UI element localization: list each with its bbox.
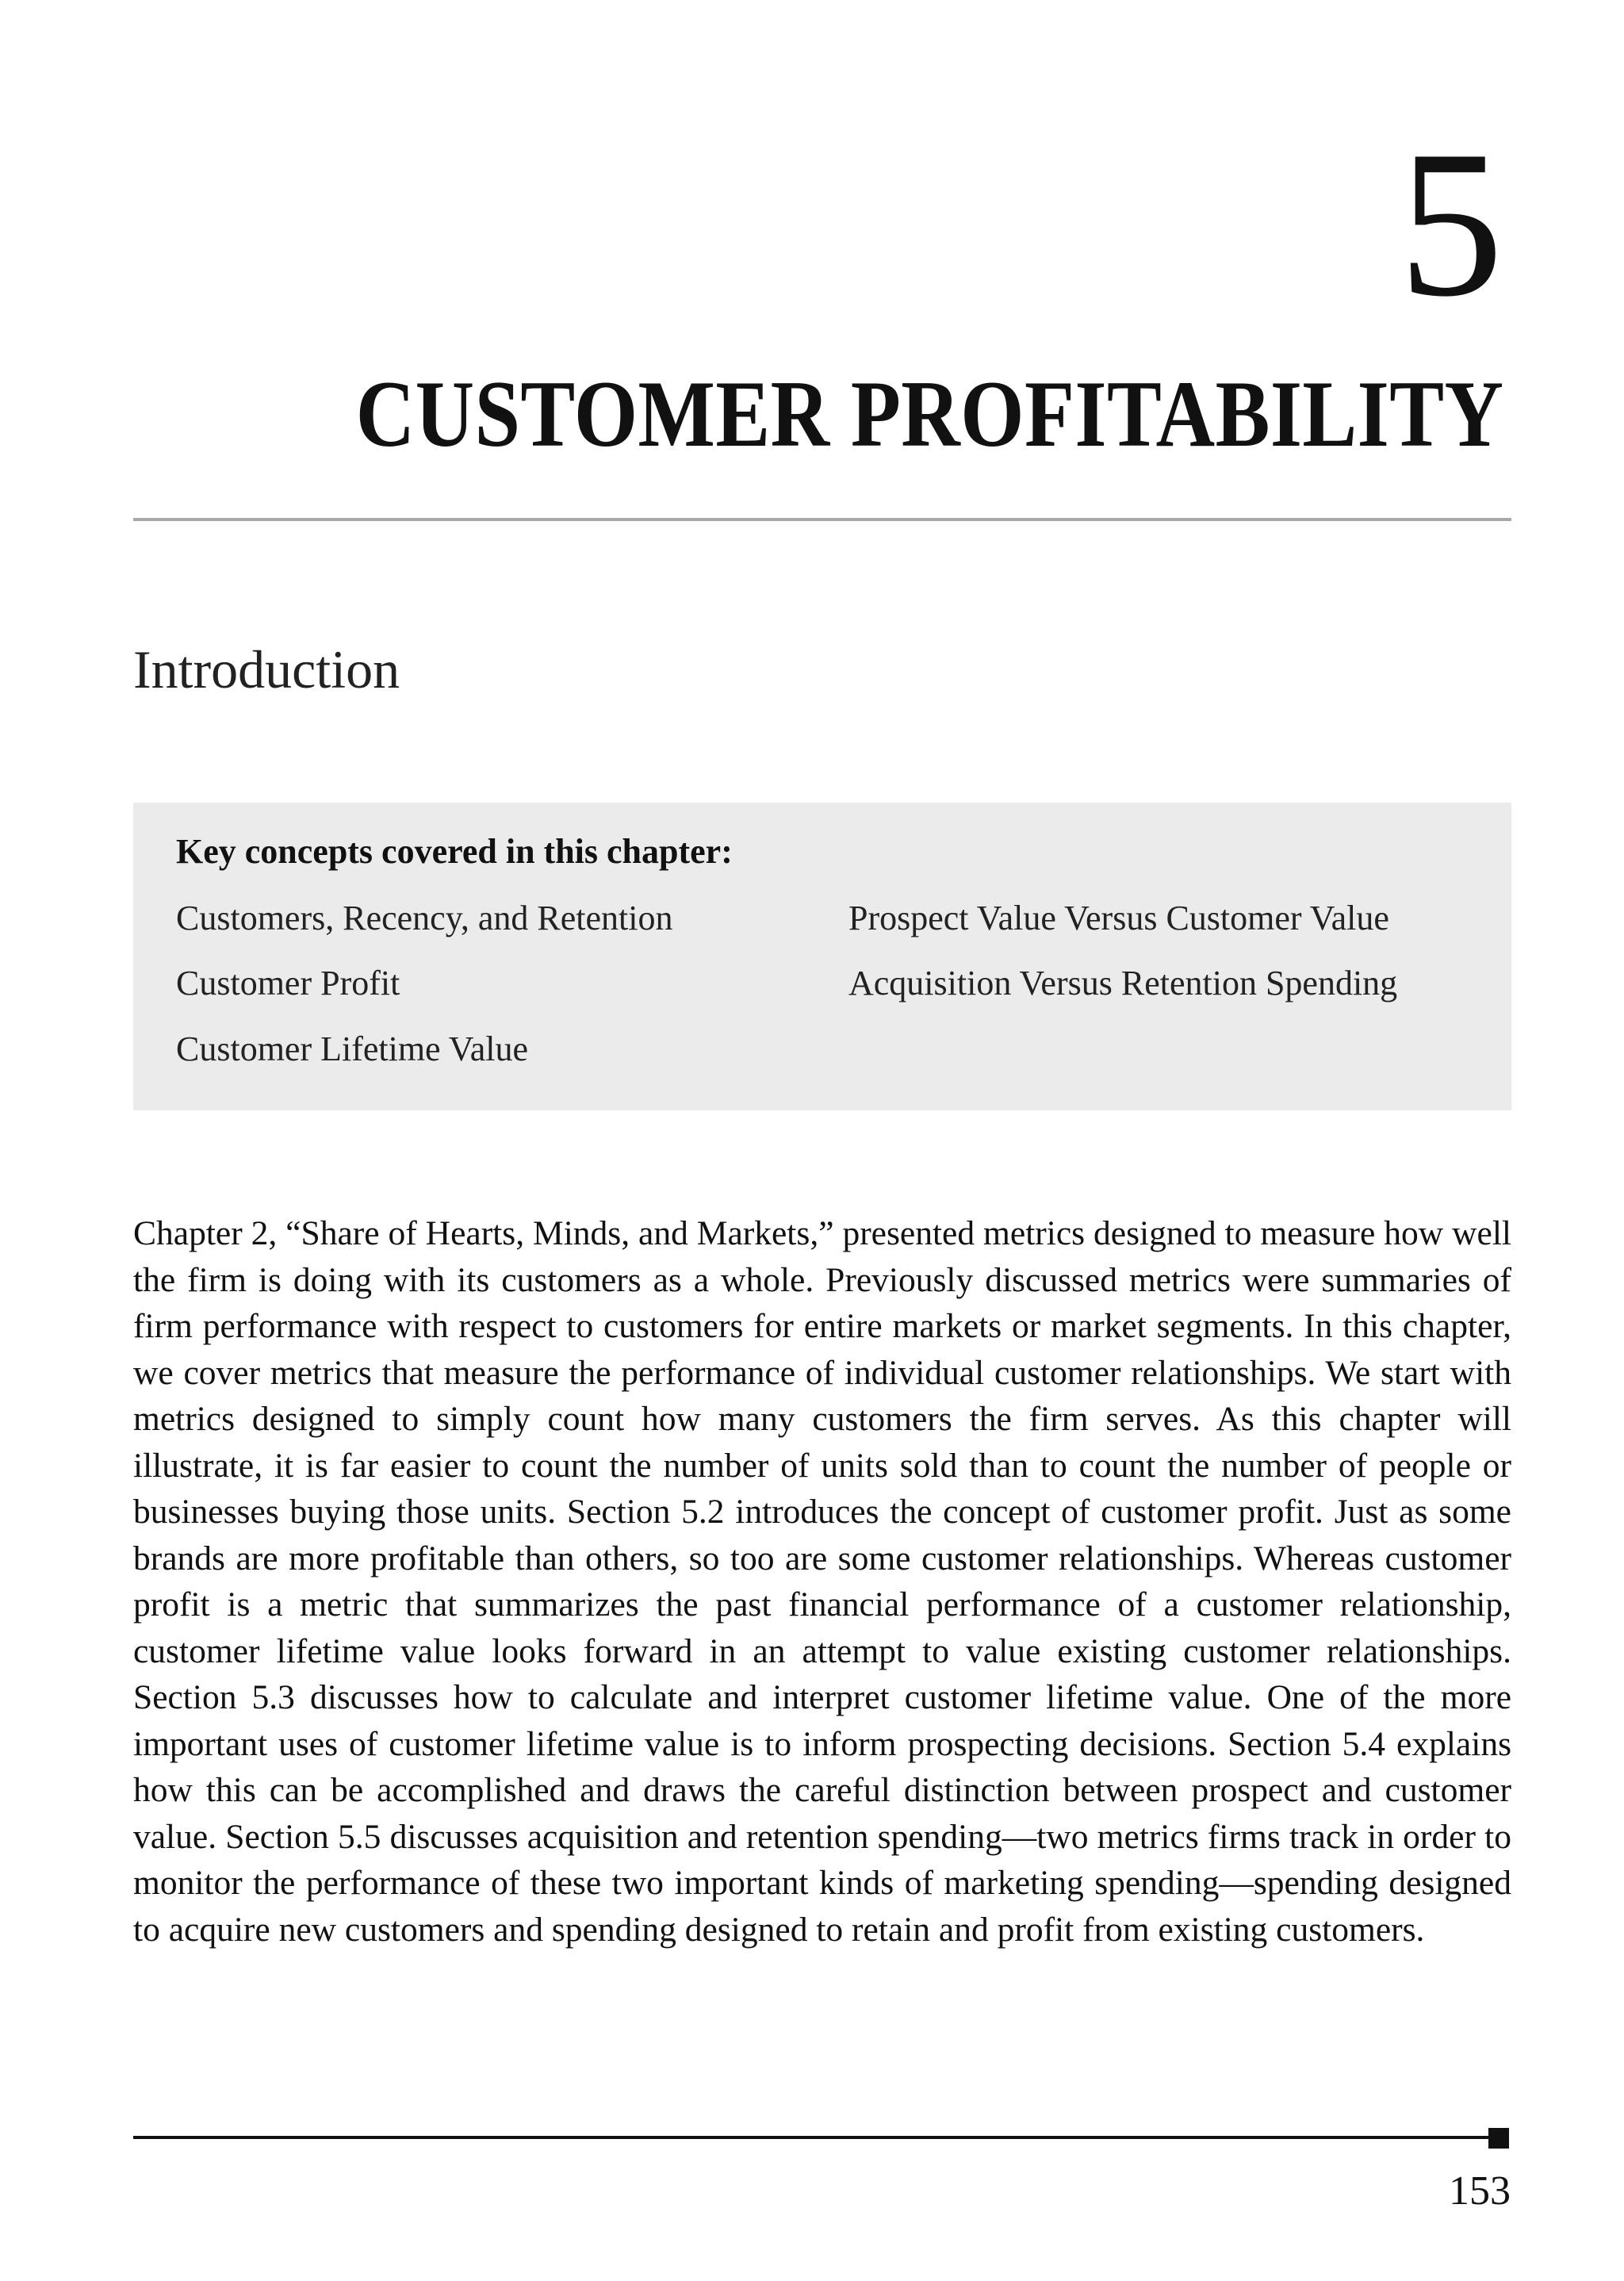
body-paragraph: Chapter 2, “Share of Hearts, Minds, and Markets,” presented metrics designed to measure how well the firm is doing with its customers as a whole. Previously discussed metrics were summaries of firm performance with respect to customers for entire markets or market segments. In this chapter, we cover metrics that measure the performance of individual customer relationships. We start with metrics designed to simply count how many customers the firm serves. As this chapter will illustrate, it is far easier to count the number of units sold than to count the number of people or businesses buying those units. Section 5.2 introduces the concept of customer profit. Just as some brands are more profitable than others, so too are some customer relationships. Whereas customer profit is a metric that summarizes the past financial performance of a customer relationship, customer lifetime value looks forward in an attempt to value existing customer relationships. Section 5.3 discusses how to calculate and interpret customer lifetime value. One of the more important uses of customer lifetime value is to inform prospecting decisions. Section 5.4 explains how this can be accomplished and draws the careful distinction between prospect and customer value. Section 5.5 discusses acquisition and retention spending—two metrics firms track in order to monitor the performance of these two important kinds of marketing spending—spending designed to acquire new customers and spending designed to retain and profit from existing customers.	[133, 1214, 1511, 1949]
footer-marker-square	[1488, 2128, 1509, 2149]
section-heading: Introduction	[133, 639, 400, 700]
concept-item: Prospect Value Versus Customer Value	[848, 899, 1389, 937]
chapter-title: CUSTOMER PROFITABILITY	[355, 361, 1503, 466]
chapter-number: 5	[1398, 108, 1503, 340]
concept-item: Customer Profit	[176, 964, 400, 1002]
concept-item: Customer Lifetime Value	[176, 1029, 528, 1068]
page-number: 153	[1449, 2168, 1511, 2214]
key-concepts-box	[133, 803, 1511, 1110]
key-concepts-title: Key concepts covered in this chapter:	[176, 832, 733, 871]
concept-item: Acquisition Versus Retention Spending	[848, 964, 1398, 1002]
concept-item: Customers, Recency, and Retention	[176, 899, 673, 937]
footer-rule	[133, 2136, 1494, 2139]
title-divider	[133, 518, 1511, 521]
